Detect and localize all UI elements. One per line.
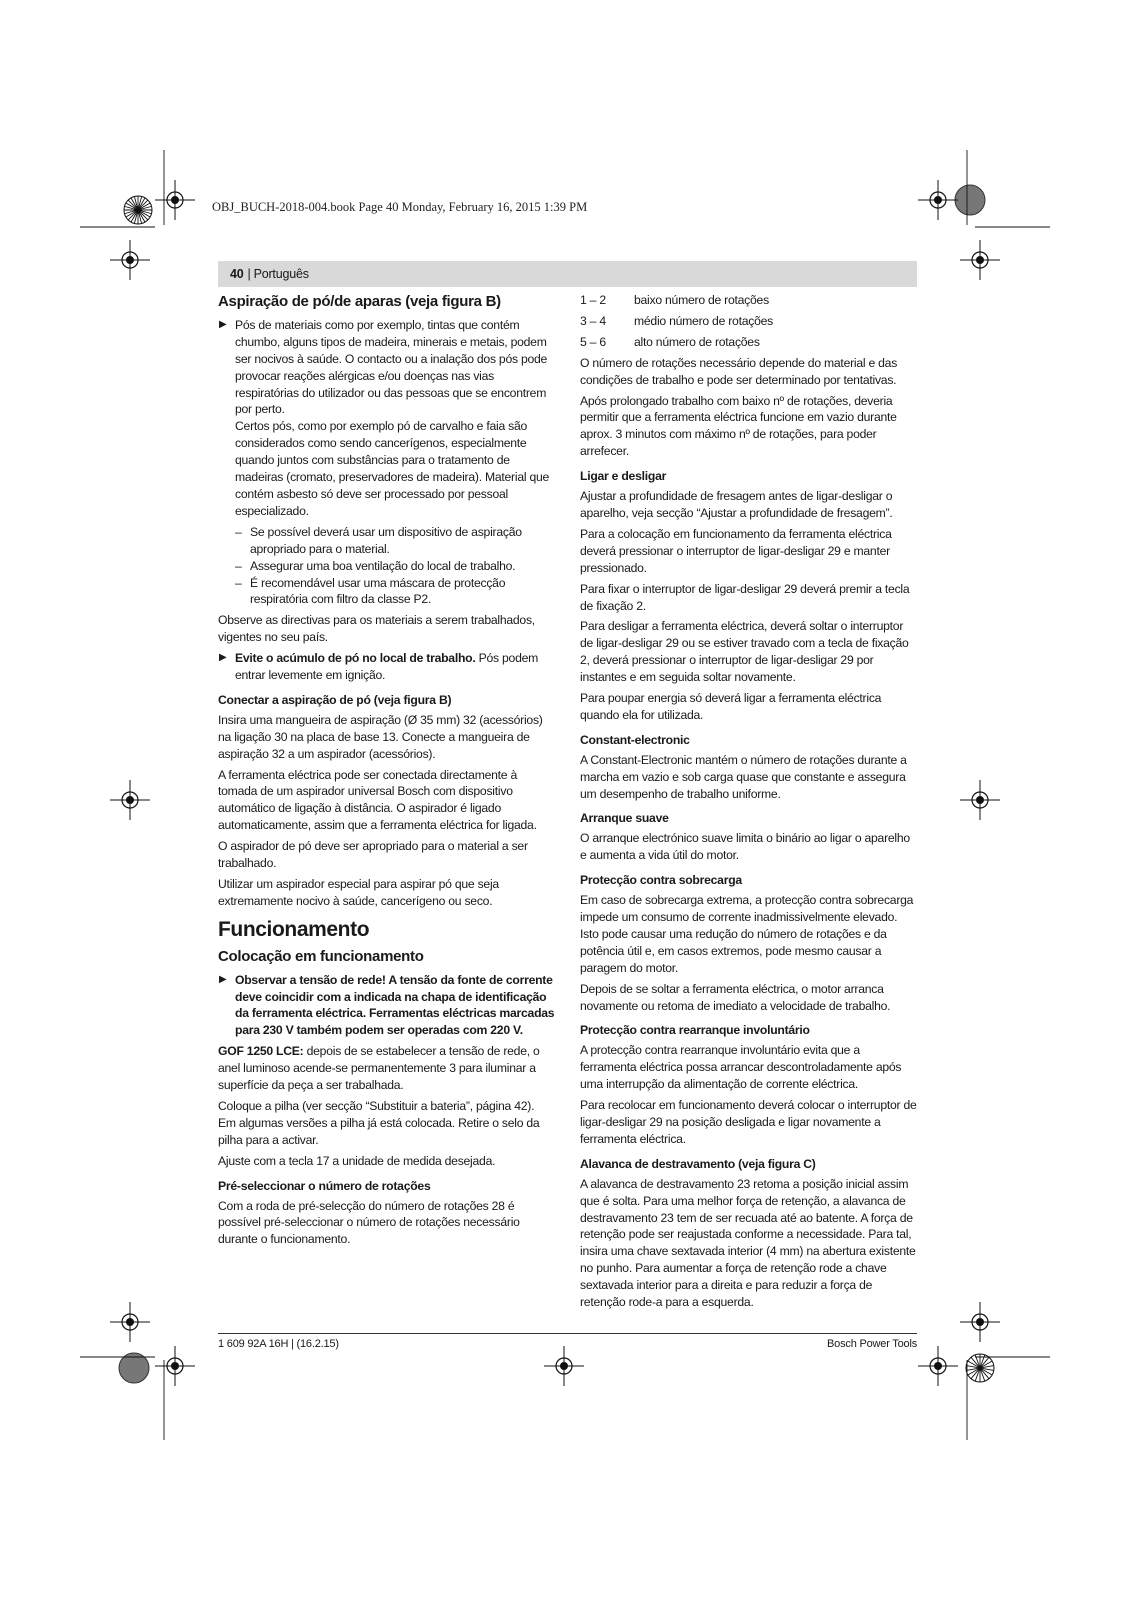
heading-release-lever: Alavanca de destravamento (veja figura C) — [580, 1156, 816, 1171]
special-vacuum-text: Utilizar um aspirador especial para aspirar pó que seja extremamente nocivo à saúde, cancerígeno ou seco. — [218, 877, 499, 908]
print-slug: OBJ_BUCH-2018-004.book Page 40 Monday, February 16, 2015 1:39 PM — [212, 200, 588, 214]
restart-text-1: A protecção contra rearranque involuntário evita que a ferramenta eléctrica possa arrancar descontroladamente após uma interrupção da alimentação de corrente eléctrica. — [580, 1043, 902, 1092]
voltage-warning-text: Observar a tensão de rede! A tensão da fonte de corrente deve coincidir com a indicada na chapa de identificação da ferramenta eléctrica. Ferramentas eléctricas marcadas para 230 V também podem ser operadas com 220 V. — [235, 972, 555, 1038]
observe-directives-text: Observe as directivas para os materiais a serem trabalhados, vigentes no seu país. — [218, 613, 535, 645]
overload-text-1: Em caso de sobrecarga extrema, a protecção contra sobrecarga impede um consumo de corrente inadmissivelmente elevado. Isto pode causar uma redução do número de rotações e da potência útil e, em casos extremos, pode mesmo causar a paragem do motor. — [580, 893, 914, 975]
triangle-bullet-icon: ▶ — [219, 652, 227, 664]
heading-on-off: Ligar e desligar — [580, 469, 667, 484]
overload-text-2: Depois de se soltar a ferramenta eléctrica, o motor arranca novamente ou retoma de imediato a velocidade de trabalho. — [580, 981, 891, 1013]
right-column — [580, 292, 917, 1315]
soft-start-text: O arranque electrónico suave limita o binário ao ligar o aparelho e aumenta a vida útil do motor. — [580, 831, 910, 863]
vacuum-suitable-text: O aspirador de pó deve ser apropriado para o material a ser trabalhado. — [218, 839, 528, 871]
carcinogenic-dust-text: Certos pós, como por exemplo pó de carvalho e faia são considerados como sendo cancerígenos, especialmente quando juntos com substâncias para o tratamento de madeiras (cromato, preservadores de madeira). Material que contém asbesto só deve ser processado por pessoal especializado. — [235, 419, 550, 518]
footer-rule — [218, 1333, 917, 1334]
dash-item: – Se possível deverá usar um dispositivo de aspiração apropriado para o material. — [235, 524, 522, 556]
warning-bullet-dust — [218, 317, 555, 520]
switch-off-text: Para desligar a ferramenta eléctrica, deverá soltar o interruptor de ligar-desligar 29 ou se estiver travado com a tecla de fixação 2, deverá pressionar o interruptor de ligar-desligar 29 por instantes e em seguida soltar novamente. — [580, 619, 909, 685]
header-separator: | — [247, 267, 251, 281]
warning-bullet-accumulation: ▶ Evite o acúmulo de pó no local de trabalho. Pós podem entrar levemente em ignição. — [219, 651, 539, 683]
save-energy-text: Para poupar energia só deverá ligar a ferramenta eléctrica quando ela for utilizada. — [580, 691, 882, 722]
rotation-row: 5 – 6 alto número de rotações — [580, 334, 760, 349]
cooldown-text: Após prolongado trabalho com baixo nº de rotações, deveria permitir que a ferramenta eléctrica funcione em vazio durante aprox. 3 minutos com máximo nº de rotações, para poder arrefecer. — [580, 393, 897, 459]
restart-text-2: Para recolocar em funcionamento deverá colocar o interruptor de ligar-desligar 29 na posição desligada e ligar novamente a ferramenta eléctrica. — [580, 1098, 917, 1146]
release-lever-text: A alavanca de destravamento 23 retoma a posição inicial assim que é solta. Para uma melhor força de retenção, a alavanca de destravamento 23 tem de ser recuada até ao batente. A força de retenção pode ser reajustada conforme a necessidade. Para tal, insira uma chave sextavada interior (4 mm) na abertura existente no punho. Para aumentar a força de retenção rode a chave sextavada interior para a direita e para reduzir a força de retenção rode-a para a esquerda. — [580, 1176, 916, 1310]
lock-switch-text: Para fixar o interruptor de ligar-desligar 29 deverá premir a tecla de fixação 2. — [580, 581, 910, 613]
insert-hose-text: Insira uma mangueira de aspiração (Ø 35 mm) 32 (acessórios) na ligação 30 na placa de base 13. Conecte a mangueira de aspiração 32 a um aspirador (acessórios). — [218, 712, 543, 761]
heading-soft-start: Arranque suave — [580, 811, 669, 826]
speed-wheel-text: Com a roda de pré-selecção do número de rotações 28 é possível pré-seleccionar o número de rotações necessário durante o funcionamento. — [218, 1198, 520, 1247]
heading-overload-protection: Protecção contra sobrecarga — [580, 873, 742, 888]
warning-bold-text: Evite o acúmulo de pó no local de trabalho. — [235, 651, 476, 666]
universal-vacuum-text: A ferramenta eléctrica pode ser conectada directamente à tomada de um aspirador universal Bosch com dispositivo automático de ligação à distância. O aspirador é ligado automaticamente, assim que a ferramenta eléctrica for ligada. — [218, 767, 537, 833]
heading-dust-extraction: Aspiração de pó/de aparas (veja figura B) — [218, 293, 501, 310]
heading-starting-operation: Colocação em funcionamento — [218, 947, 424, 965]
heading-constant-electronic: Constant-electronic — [580, 732, 690, 747]
gof-model-text: GOF 1250 LCE: depois de se estabelecer a tensão de rede, o anel luminoso acende-se permanentemente 3 para iluminar a superfície da peça a ser trabalhada. — [218, 1044, 540, 1093]
heading-operation: Funcionamento — [218, 917, 370, 941]
dust-hazard-text: Pós de materiais como por exemplo, tintas que contém chumbo, alguns tipos de madeira, minerais e metais, podem ser nocivos à saúde. O contacto ou a inalação dos pós pode provocar reações alérgicas e/ou doenças nas vias respiratórias do utilizador ou das pessoas que se encontrem por perto. — [235, 317, 548, 417]
footer-brand: Bosch Power Tools — [827, 1338, 917, 1350]
constant-electronic-text: A Constant-Electronic mantém o número de rotações durante a marcha em vazio e sob carga quase que constante e assegura um desempenho de trabalho uniforme. — [580, 752, 907, 801]
footer-doc-code: 1 609 92A 16H | (16.2.15) — [218, 1338, 339, 1350]
triangle-bullet-icon: ▶ — [219, 318, 227, 330]
dash-item: – Assegurar uma boa ventilação do local de trabalho. — [235, 558, 516, 573]
switch-on-text: Para a colocação em funcionamento da ferramenta eléctrica deverá pressionar o interruptor de ligar-desligar 29 e manter pressionado. — [580, 526, 892, 575]
insert-battery-text: Coloque a pilha (ver secção “Substituir a bateria”, página 42). Em algumas versões a pilha já está colocada. Retire o selo da pilha para a activar. — [218, 1098, 540, 1147]
rotation-row: 1 – 2 baixo número de rotações — [580, 293, 769, 307]
rotation-row: 3 – 4 médio número de rotações — [580, 313, 773, 328]
unit-key-text: Ajuste com a tecla 17 a unidade de medida desejada. — [218, 1153, 496, 1168]
heading-restart-protection: Protecção contra rearranque involuntário — [580, 1023, 810, 1038]
left-column — [218, 292, 555, 1252]
adjust-depth-text: Ajustar a profundidade de fresagem antes de ligar-desligar o aparelho, veja secção “Ajustar a profundidade de fresagem”. — [580, 489, 893, 520]
heading-preselect-speed: Pré-seleccionar o número de rotações — [218, 1178, 431, 1193]
heading-connect-extraction: Conectar a aspiração de pó (veja figura B) — [218, 692, 452, 707]
warning-bullet-voltage — [218, 972, 555, 1040]
triangle-bullet-icon: ▶ — [219, 973, 227, 985]
speed-depends-text: O número de rotações necessário depende do material e das condições de trabalho e pode ser determinado por tentativas. — [580, 355, 898, 387]
page-header — [218, 261, 917, 287]
header-language: Português — [253, 267, 309, 281]
page-number: 40 — [230, 267, 244, 281]
dash-item: – É recomendável usar uma máscara de protecção respiratória com filtro da classe P2. — [235, 575, 506, 607]
